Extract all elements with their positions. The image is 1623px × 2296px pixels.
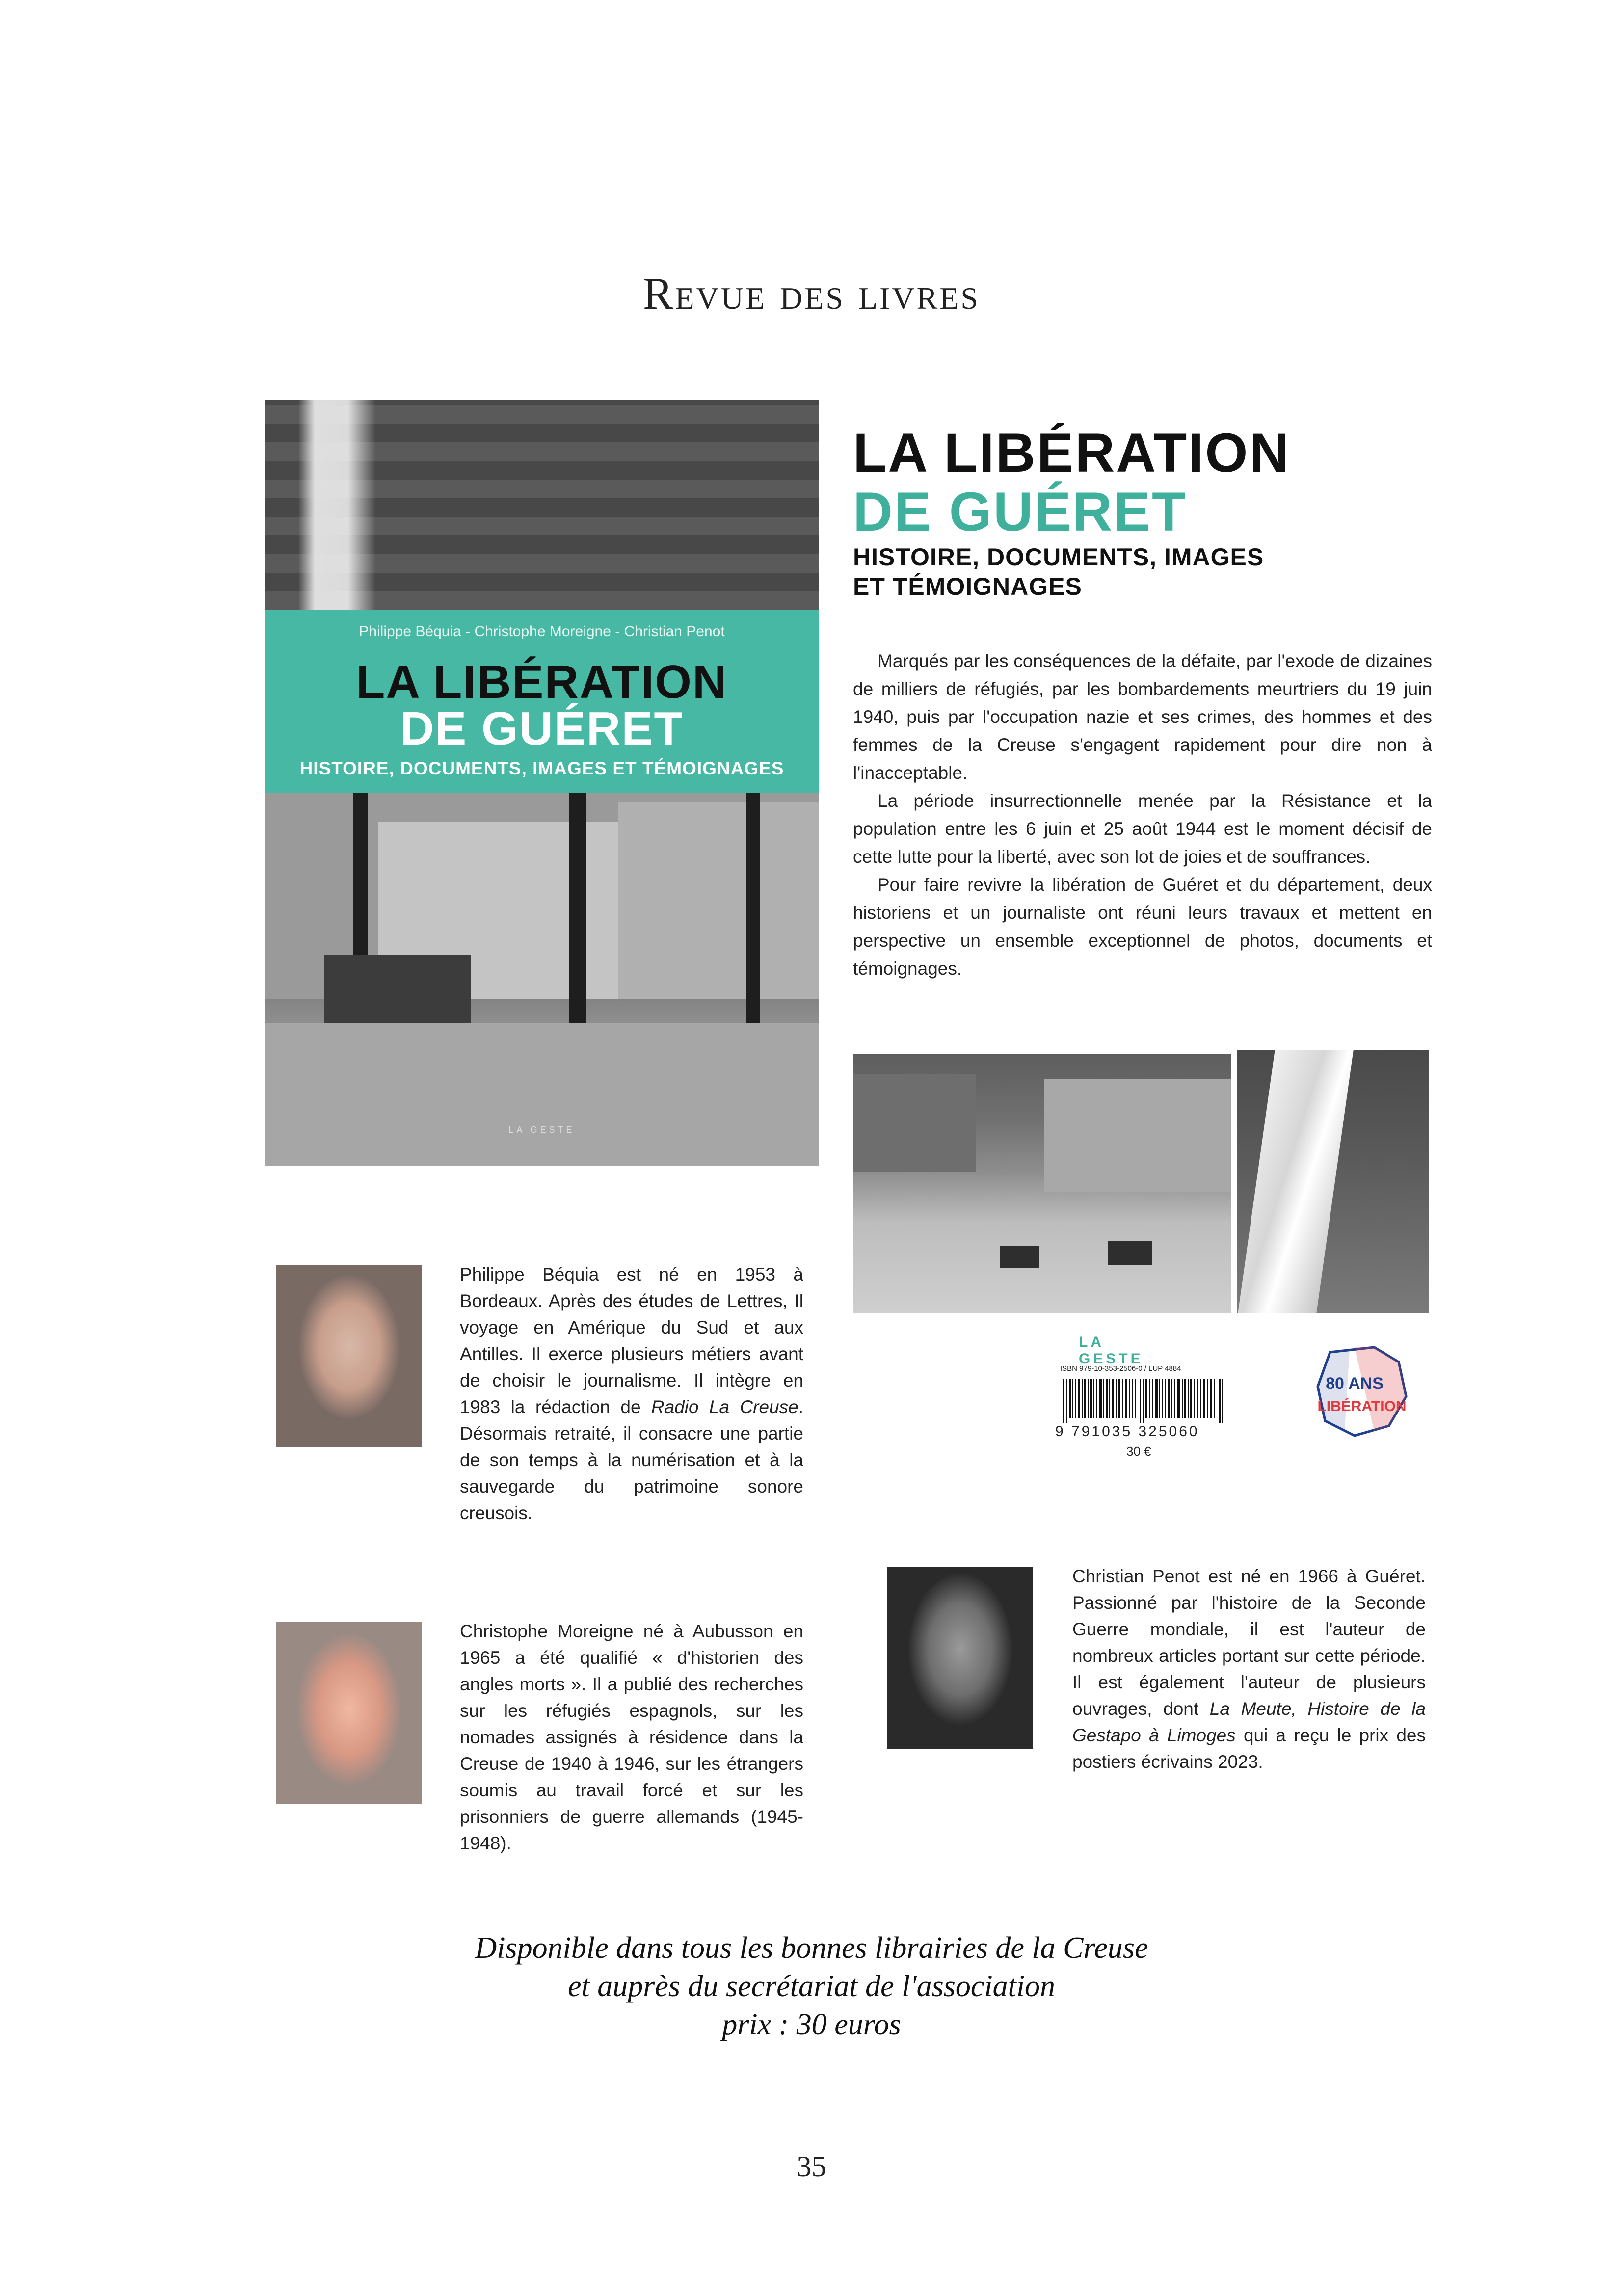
cover-title-line2: DE GUÉRET — [399, 702, 684, 755]
80-ans-liberation-badge — [1301, 1342, 1423, 1441]
bio-text: qui a reçu le prix des postiers écrivains 2023. — [1072, 1725, 1426, 1772]
bio-italic: Radio La Creuse — [651, 1397, 798, 1417]
back-title-line2: DE GUÉRET — [853, 481, 1187, 542]
blurb-paragraph: Pour faire revivre la libération de Guéret et du département, deux historiens et un journaliste ont réuni leurs travaux et mettent en perspective un ensemble exceptionnel de photos, documents et témoignages. — [853, 875, 1432, 979]
author-portrait-penot — [887, 1567, 1033, 1749]
cover-authors: Philippe Béquia - Christophe Moreigne - Christian Penot — [359, 623, 725, 640]
cover-publisher: LA GESTE — [508, 1125, 575, 1135]
running-head: Revue des livres — [643, 268, 980, 319]
author-bio-bequia — [460, 1261, 803, 1526]
cover-photo-top — [265, 400, 819, 610]
back-subtitle — [853, 542, 1393, 601]
cover-title-line1: LA LIBÉRATION — [356, 656, 728, 708]
availability-line2: et auprès du secrétariat de l'association — [567, 1970, 1056, 2003]
author-portrait-moreigne — [276, 1622, 422, 1804]
cover-subtitle: HISTOIRE, DOCUMENTS, IMAGES ET TÉMOIGNAGES — [299, 758, 784, 778]
back-subtitle-line2: ET TÉMOIGNAGES — [853, 573, 1082, 600]
back-photo-flag — [1237, 1050, 1429, 1313]
barcode — [1063, 1379, 1225, 1423]
blurb-paragraph: La période insurrectionnelle menée par la Résistance et la population entre les 6 juin et 25 août 1944 est le moment décisif de cette lutte pour la liberté, avec son lot de joies et de souffrances. — [853, 791, 1432, 867]
back-publisher: LA GESTE — [1079, 1334, 1144, 1367]
bio-text: Philippe Béquia est né en 1953 à Bordeaux. Après des études de Lettres, Il voyage en Amérique du Sud et aux Antilles. Il exerce plusieurs métiers avant de choisir le journalisme. Il intègre en 1983 la rédaction de — [460, 1264, 803, 1417]
page-number: 35 — [797, 2150, 826, 2183]
bio-text: Christian Penot est né en 1966 à Guéret. Passionné par l'histoire de la Seconde Guerre mondiale, il est l'auteur de nombreux articles portant sur cette période. Il est également l'auteur de plusieurs ouvrages, dont — [1072, 1566, 1426, 1719]
availability-line1: Disponible dans tous les bonnes librairies de la Creuse — [475, 1931, 1148, 1965]
availability-line3: prix : 30 euros — [722, 2008, 901, 2041]
back-subtitle-line1: HISTOIRE, DOCUMENTS, IMAGES — [853, 543, 1264, 571]
bio-italic: La Meute, Histoire de la Gestapo à Limoges — [1072, 1699, 1426, 1745]
availability-note — [0, 1929, 1623, 2044]
author-portrait-bequia — [276, 1265, 422, 1447]
cover-price: 30 € — [1126, 1444, 1151, 1459]
author-bio-moreigne — [460, 1618, 803, 1857]
cover-photo-bottom — [265, 793, 819, 1166]
barcode-number: 9 791035 325060 — [1055, 1423, 1199, 1440]
badge-line1: 80 ANS — [1326, 1374, 1384, 1393]
bio-text: . Désormais retraité, il consacre une partie de son temps à la numérisation et à la sauvegarde du patrimoine sonore creusois. — [460, 1397, 804, 1523]
back-photo-street — [853, 1054, 1231, 1313]
isbn: ISBN 979-10-353-2506-0 / LUP 4884 — [1060, 1364, 1181, 1373]
blurb-paragraph: Marqués par les conséquences de la défaite, par l'exode de dizaines de milliers de réfugiés, par les bombardements meurtriers du 19 juin 1940, puis par l'occupation nazie et ses crimes, des hommes et des femmes de la Creuse s'engagent rapidement pour dire non à l'inacceptable. — [853, 651, 1432, 783]
badge-line2: LIBÉRATION — [1317, 1398, 1407, 1415]
back-title-line1: LA LIBÉRATION — [853, 422, 1291, 483]
bio-text: Christophe Moreigne né à Aubusson en 1965 a été qualifié « d'historien des angles morts ». Il a publié des recherches sur les réfugiés espagnols, sur les nomades assignés à résidence dans la Creuse de 1940 à 1946, sur les étrangers soumis au travail forcé et sur les prisonniers de guerre allemands (1945-1948). — [460, 1621, 803, 1853]
author-bio-penot — [1072, 1563, 1426, 1775]
back-blurb — [853, 647, 1432, 983]
